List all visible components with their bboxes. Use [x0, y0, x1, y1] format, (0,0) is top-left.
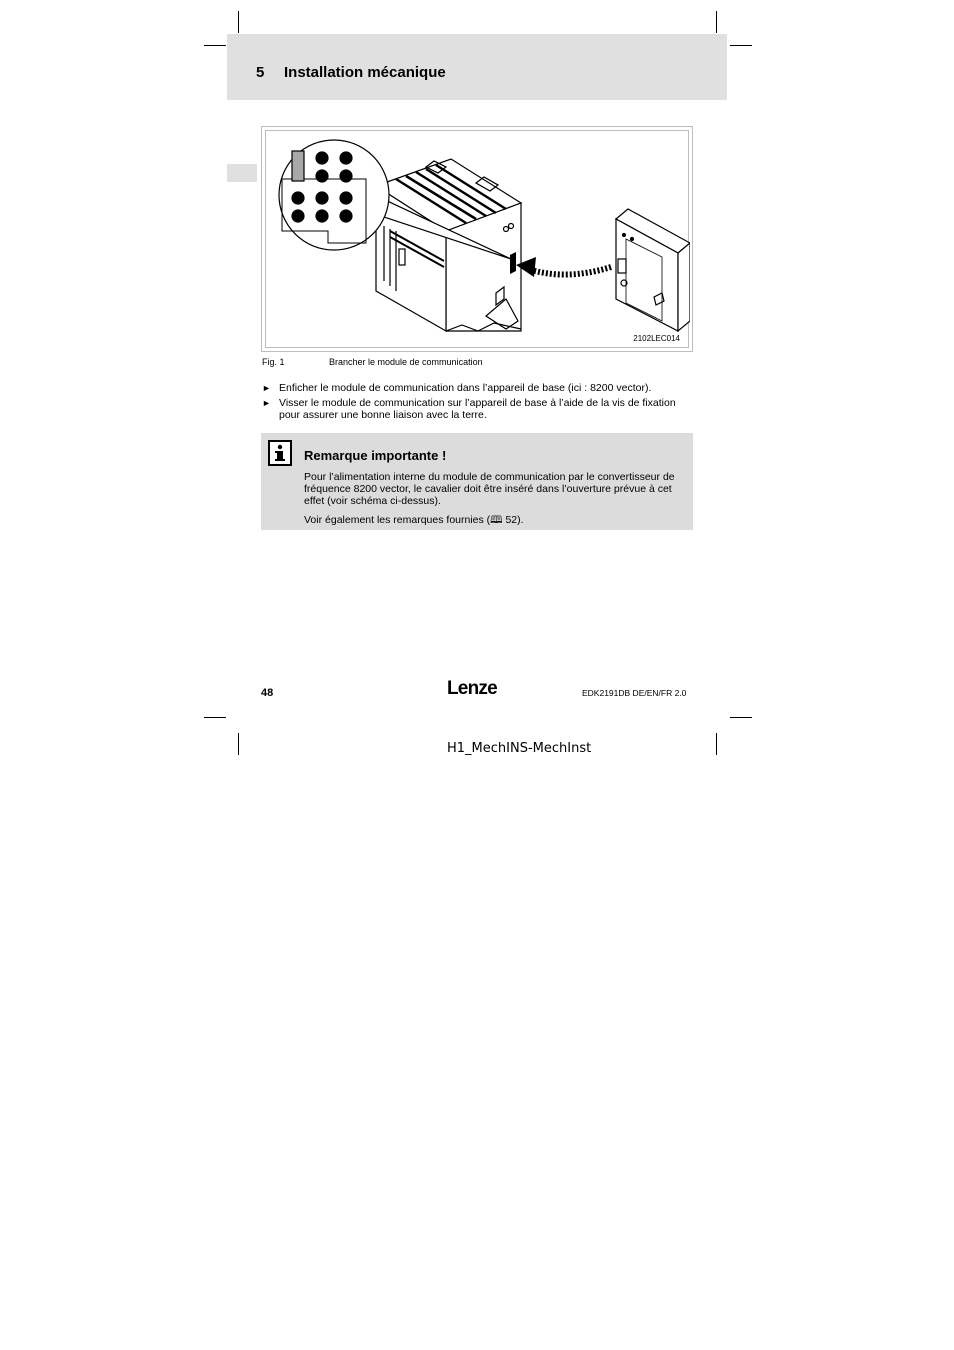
document-reference: EDK2191DB DE/EN/FR 2.0	[582, 688, 687, 698]
crop-mark-top-right	[716, 11, 717, 33]
figure-frame	[261, 126, 693, 352]
crop-mark-top-left	[238, 11, 239, 33]
info-glyph	[270, 442, 290, 464]
figure-caption: Brancher le module de communication	[329, 357, 483, 367]
insertion-arrow	[516, 257, 611, 277]
note-paragraph-reference: Voir également les remarques fournies (🕮 52).	[304, 514, 524, 526]
base-device-drawing	[376, 159, 521, 331]
important-note-box	[261, 433, 693, 530]
bullet-triangle-icon: ►	[262, 383, 271, 393]
page-number: 48	[261, 687, 274, 699]
info-icon	[268, 440, 292, 466]
communication-module-illustration	[266, 131, 690, 349]
side-tab-marker	[227, 164, 257, 182]
crop-mark-bottom-right	[716, 733, 717, 755]
instruction-text: Enficher le module de communication dans l’appareil de base (ici : 8200 vector).	[279, 382, 652, 394]
chapter-heading	[256, 64, 446, 81]
bullet-triangle-icon: ►	[262, 398, 271, 408]
crop-mark-left-top	[204, 45, 226, 46]
figure-label: Fig. 1	[262, 357, 285, 367]
instruction-item	[262, 382, 692, 394]
note-title: Remarque importante !	[304, 448, 447, 463]
crop-mark-right-top	[730, 45, 752, 46]
lenze-logo: Lenze	[447, 678, 497, 699]
figure-image-code: 2102LEC014	[633, 334, 680, 343]
chapter-number: 5	[256, 64, 265, 81]
communication-module-drawing	[616, 209, 690, 331]
instruction-text: Visser le module de communication sur l’appareil de base à l’aide de la vis de fixation pour assurer une bonne liaison avec la terre.	[279, 397, 676, 421]
crop-mark-right-bottom	[730, 717, 752, 718]
file-identifier: H1_MechINS-MechInst	[447, 741, 592, 756]
crop-mark-bottom-left	[238, 733, 239, 755]
instruction-item	[262, 397, 692, 421]
chapter-title: Installation mécanique	[284, 64, 446, 81]
figure-inner-frame	[265, 130, 689, 348]
crop-mark-left-bottom	[204, 717, 226, 718]
note-paragraph: Pour l’alimentation interne du module de communication par le convertisseur de fréquence 8200 vector, le cavalier doit être inséré dans l’ouverture prévue à cet effet (voir schéma ci-dessus).	[304, 471, 675, 507]
